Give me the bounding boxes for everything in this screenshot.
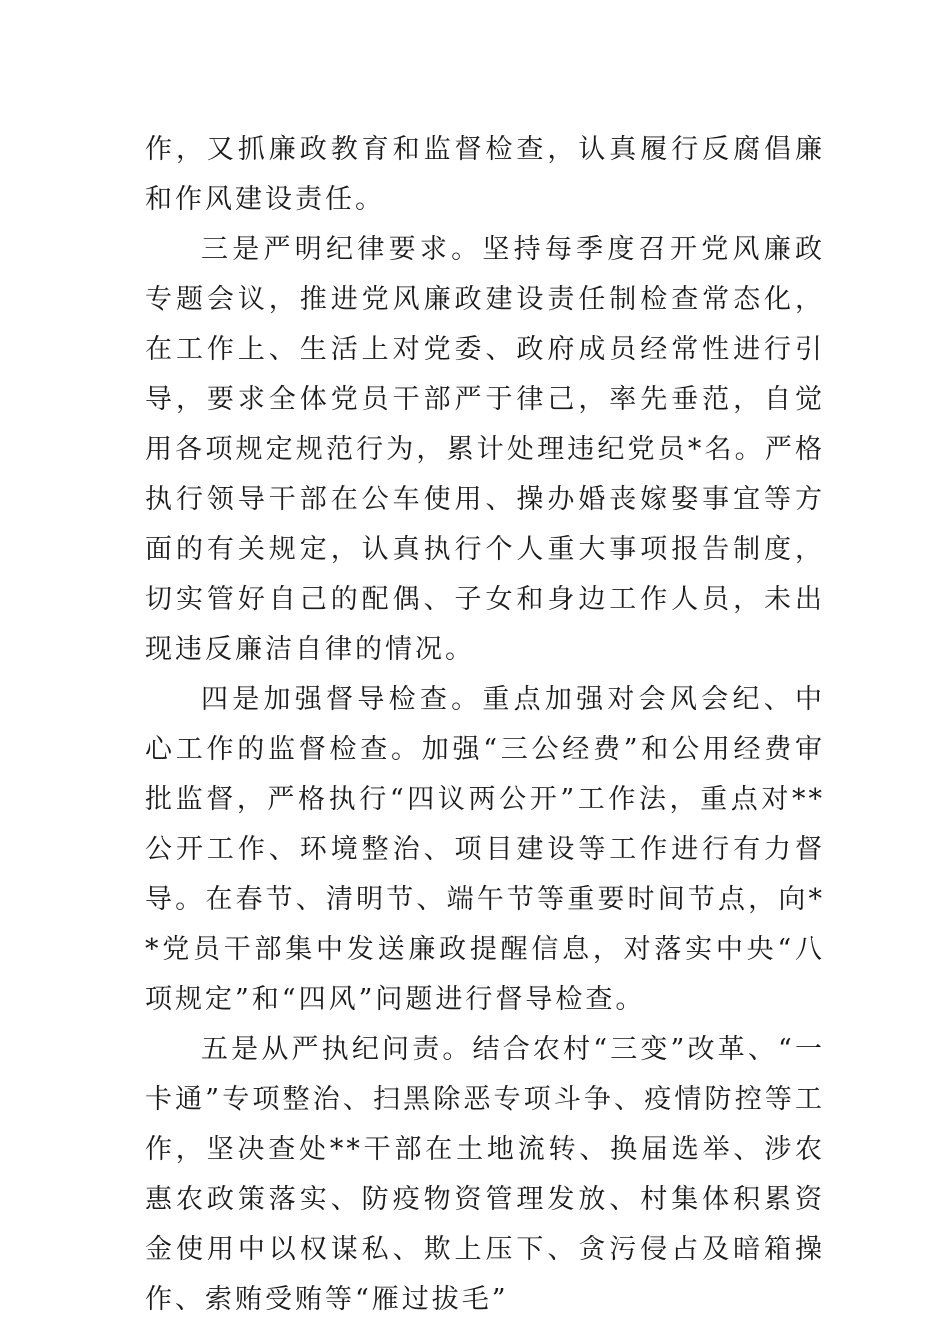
paragraph-supervision-inspection: 四是加强督导检查。重点加强对会风会纪、中心工作的监督检查。加强“三公经费”和公用经费审批监督，严格执行“四议两公开”工作法，重点对**公开工作、环境整治、项目建设等工作进行有力督导。在春节、清明节、端午节等重要时间节点，向**党员干部集中发送廉政提醒信息，对落实中央“八项规定”和“四风”问题进行督导检查。 — [145, 684, 825, 1015]
paragraph-strict-discipline: 三是严明纪律要求。坚持每季度召开党风廉政专题会议，推进党风廉政建设责任制检查常态化，在工作上、生活上对党委、政府成员经常性进行引导，要求全体党员干部严于律己，率先垂范，自觉用各项规定规范行为，累计处理违纪党员*名。严格执行领导干部在公车使用、操办婚丧嫁娶事宜等方面的有关规定，认真执行个人重大事项报告制度，切实管好自己的配偶、子女和身边工作人员，未出现违反廉洁自律的情况。 — [145, 234, 825, 665]
document-body — [145, 125, 825, 1325]
paragraph-continuation: 作，又抓廉政教育和监督检查，认真履行反腐倡廉和作风建设责任。 — [145, 134, 825, 215]
paragraph-accountability: 五是从严执纪问责。结合农村“三变”改革、“一卡通”专项整治、扫黑除恶专项斗争、疫情防控等工作，坚决查处**干部在土地流转、换届选举、涉农惠农政策落实、防疫物资管理发放、村集体积累资金使用中以权谋私、欺上压下、贪污侵占及暗箱操作、索贿受贿等“雁过拔毛” — [145, 1034, 825, 1315]
